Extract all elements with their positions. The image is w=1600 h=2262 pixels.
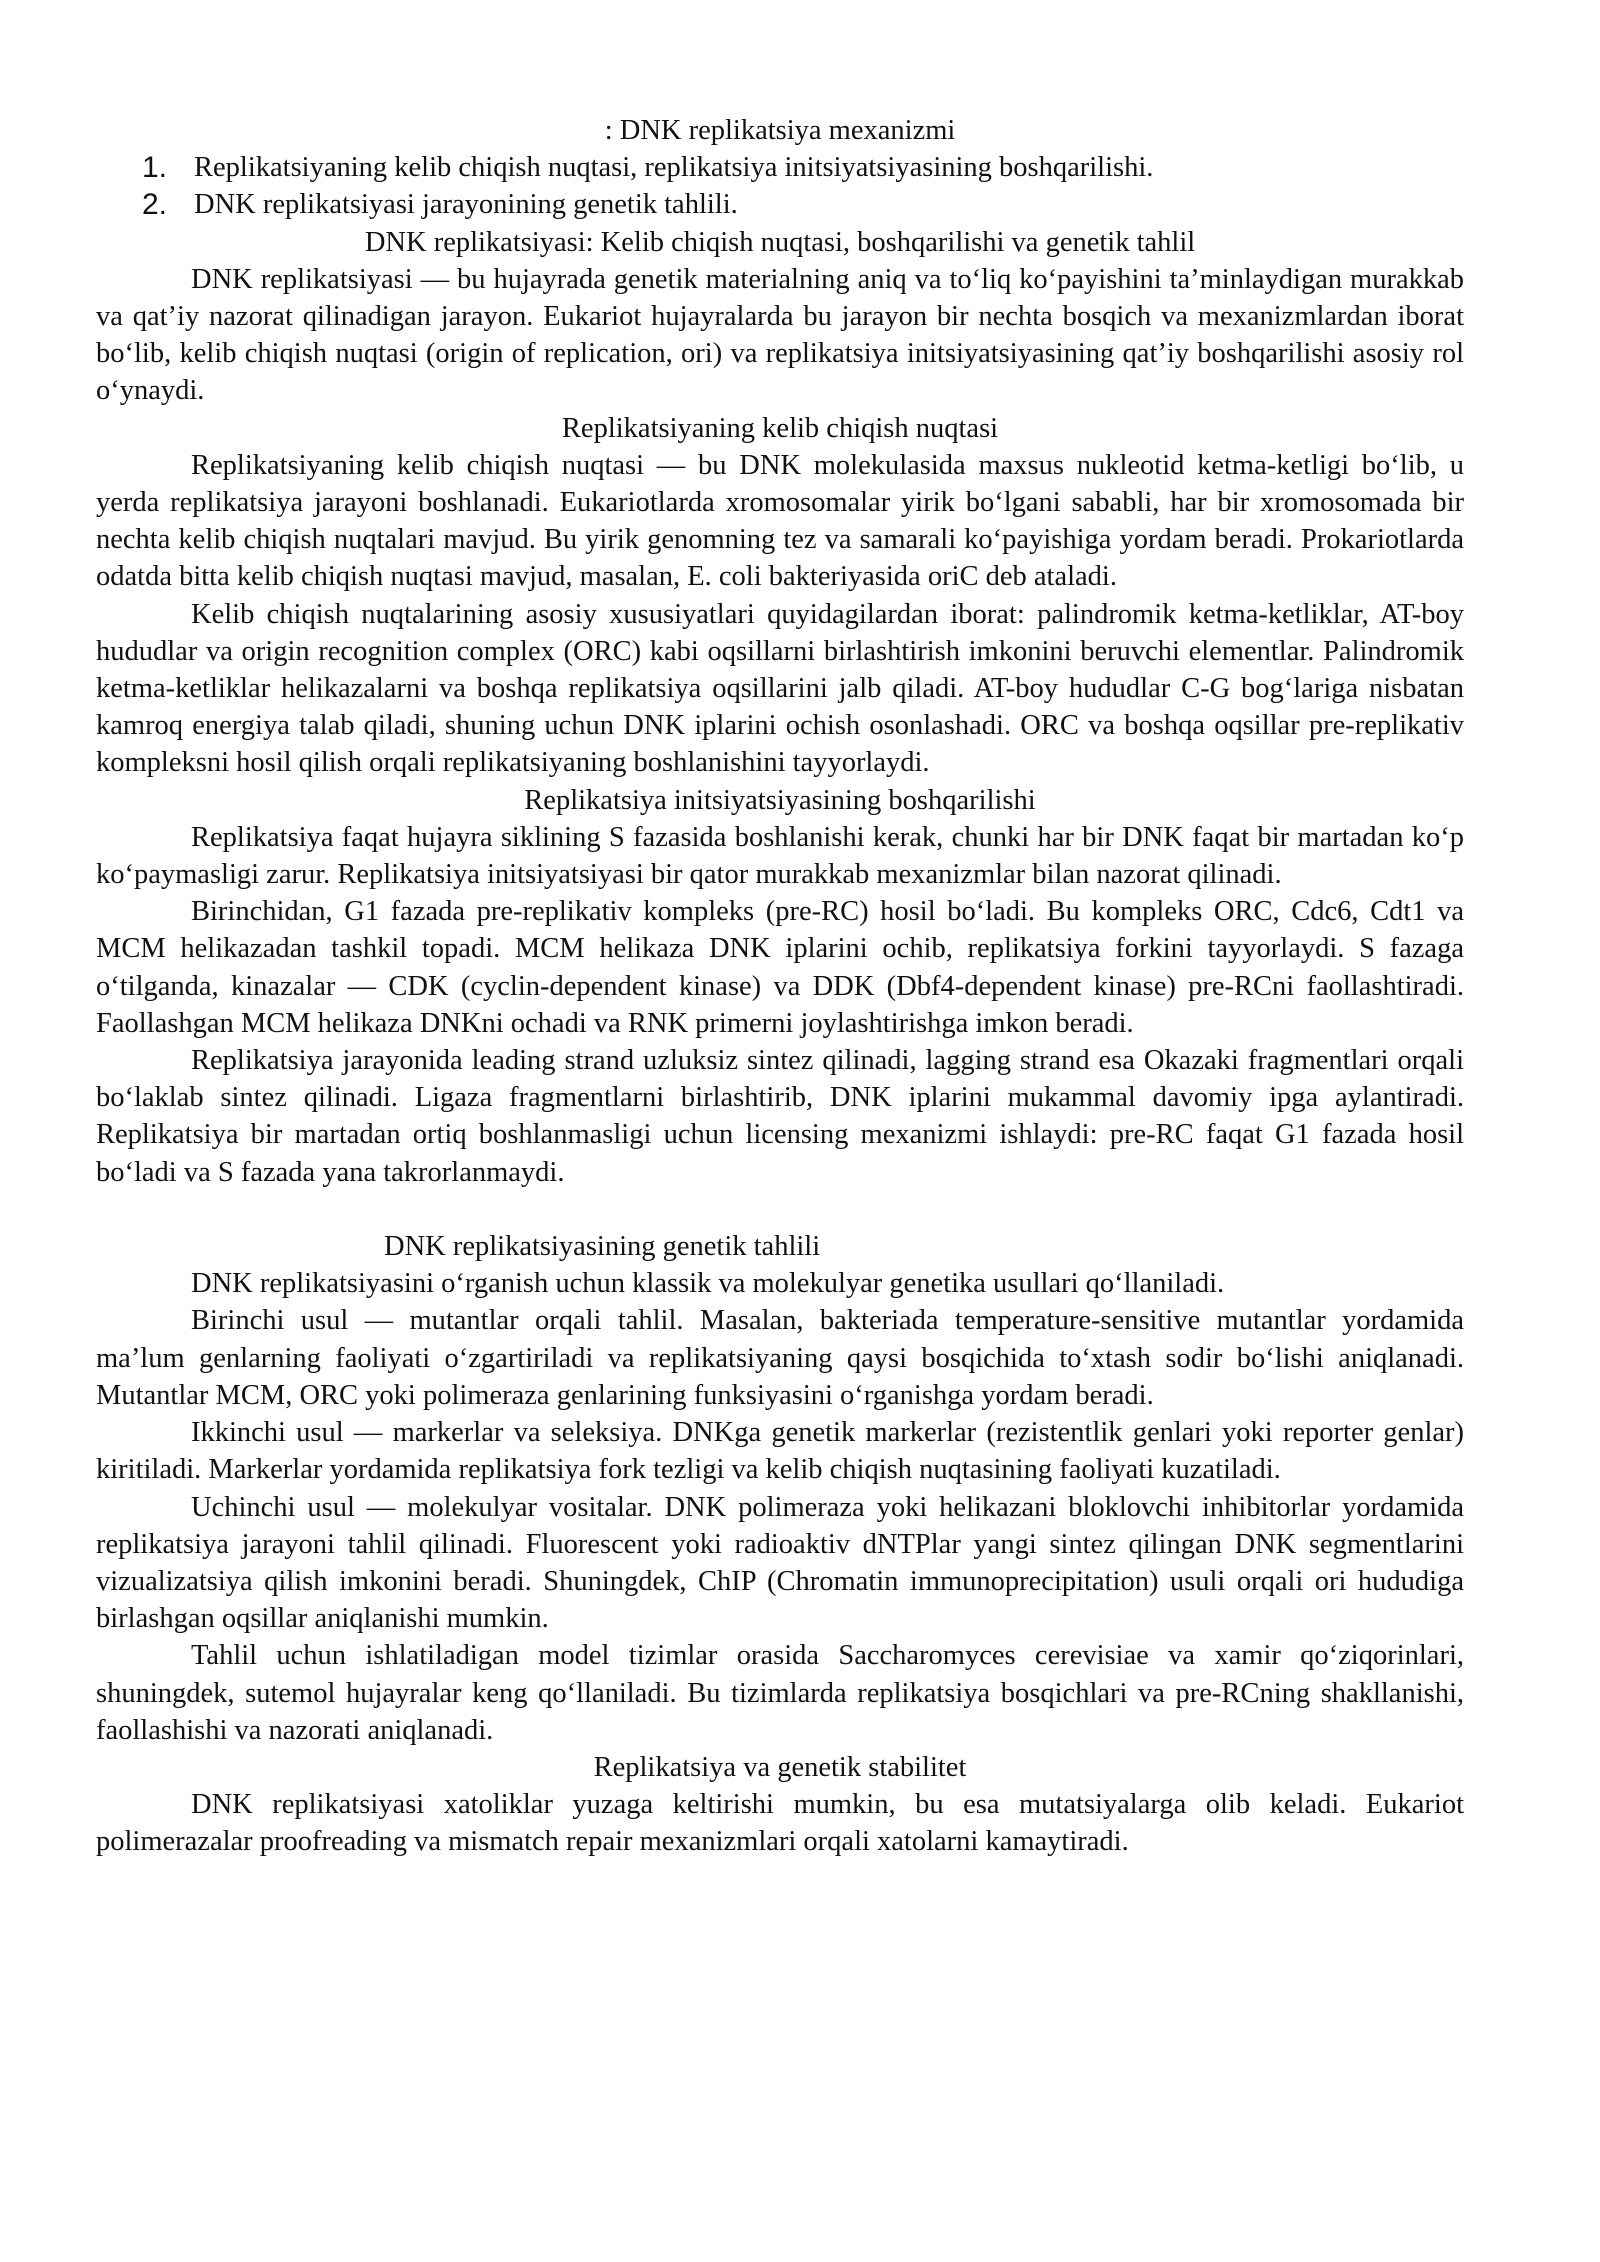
paragraph: Uchinchi usul — molekulyar vositalar. DNK polimeraza yoki helikazani bloklovchi inhibitorlar yordamida replikatsiya jarayoni tahlil qilinadi. Fluorescent yoki radioaktiv dNTPlar yangi sintez qilingan DNK segmentlarini vizualizatsiya qilish imkonini beradi. Shuningdek, ChIP (Chromatin immunoprecipitation) usuli orqali ori hududiga birlashgan oqsillar aniqlanishi mumkin. <box>96 1491 1464 1635</box>
blank-line <box>96 1191 1464 1228</box>
paragraph: Replikatsiya faqat hujayra siklining S fazasida boshlanishi kerak, chunki har bir DNK faqat bir martadan ko‘p ko‘paymasligi zarur. Replikatsiya initsiyatsiyasi bir qator murakkab mexanizmlar bilan nazorat qilinadi. <box>96 821 1464 891</box>
list-item <box>96 186 1464 223</box>
section-heading: Replikatsiya initsiyatsiyasining boshqarilishi <box>524 784 1036 816</box>
plan-list <box>96 149 1464 223</box>
document-page <box>96 112 1464 1861</box>
list-number: 2. <box>142 188 168 222</box>
paragraph: Tahlil uchun ishlatiladigan model tizimlar orasida Saccharomyces cerevisiae va xamir qo‘ziqorinlari, shuningdek, sutemol hujayralar keng qo‘llaniladi. Bu tizimlarda replikatsiya bosqichlari va pre-RCning shakllanishi, faollashishi va nazorati aniqlanadi. <box>96 1640 1464 1746</box>
section-heading: Replikatsiya va genetik stabilitet <box>593 1751 967 1783</box>
main-heading: DNK replikatsiyasi: Kelib chiqish nuqtasi, boshqarilishi va genetik tahlil <box>364 226 1196 258</box>
list-item-text: DNK replikatsiyasi jarayonining genetik tahlili. <box>194 189 738 221</box>
section-heading: Replikatsiyaning kelib chiqish nuqtasi <box>561 412 999 444</box>
paragraph: DNK replikatsiyasi xatoliklar yuzaga keltirishi mumkin, bu esa mutatsiyalarga olib keladi. Eukariot polimerazalar proofreading va mismatch repair mexanizmlari orqali xatolarni kamaytiradi. <box>96 1789 1464 1858</box>
paragraph: Birinchidan, G1 fazada pre-replikativ kompleks (pre-RC) hosil bo‘ladi. Bu kompleks ORC, Cdc6, Cdt1 va MCM helikazadan tashkil topadi. MCM helikaza DNK iplarini ochib, replikatsiya forkini tayyorlaydi. S fazaga o‘tilganda, kinazalar — CDK (cyclin-dependent kinase) va DDK (Dbf4-dependent kinase) pre-RCni faollashtiradi. Faollashgan MCM helikaza DNKni ochadi va RNK primerni joylashtirishga imkon beradi. <box>96 896 1464 1039</box>
paragraph: Replikatsiyaning kelib chiqish nuqtasi — bu DNK molekulasida maxsus nukleotid ketma-ketligi bo‘lib, u yerda replikatsiya jarayoni boshlanadi. Eukariotlarda xromosomalar yirik bo‘lgani sababli, har bir xromosomada bir nechta kelib chiqish nuqtalari mavjud. Bu yirik genomning tez va samarali ko‘payishiga yordam beradi. Prokariotlarda odatda bitta kelib chiqish nuqtasi mavjud, masalan, E. coli bakteriyasida oriC deb ataladi. <box>96 449 1464 593</box>
list-item-text: Replikatsiyaning kelib chiqish nuqtasi, replikatsiya initsiyatsiyasining boshqarilishi. <box>194 152 1154 184</box>
paragraph: Replikatsiya jarayonida leading strand uzluksiz sintez qilinadi, lagging strand esa Okazaki fragmentlari orqali bo‘laklab sintez qilinadi. Ligaza fragmentlarni birlashtirib, DNK iplarini mukammal davomiy ipga aylantiradi. Replikatsiya bir martadan ortiq boshlanmasligi uchun licensing mexanizmi ishlaydi: pre-RC faqat G1 fazada hosil bo‘ladi va S fazada yana takrorlanmaydi. <box>96 1045 1464 1188</box>
paragraph: Birinchi usul — mutantlar orqali tahlil. Masalan, bakteriada temperature-sensitive mutantlar yordamida ma’lum genlarning faoliyati o‘zgartiriladi va replikatsiyaning qaysi bosqichida to‘xtash sodir bo‘lishi aniqlanadi. Mutantlar MCM, ORC yoki polimeraza genlarining funksiyasini o‘rganishga yordam beradi. <box>96 1305 1464 1411</box>
document-title: : DNK replikatsiya mexanizmi <box>604 115 956 146</box>
intro-paragraph: DNK replikatsiyasi — bu hujayrada genetik materialning aniq va to‘liq ko‘payishini ta’minlaydigan murakkab va qat’iy nazorat qilinadigan jarayon. Eukariot hujayralarda bu jarayon bir nechta bosqich va mexanizmlardan iborat bo‘lib, kelib chiqish nuqtasi (origin of replication, ori) va replikatsiya initsiyatsiyasining qat’iy boshqarilishi asosiy rol o‘ynaydi. <box>96 263 1464 407</box>
list-number: 1. <box>142 151 168 185</box>
paragraph: DNK replikatsiyasini o‘rganish uchun klassik va molekulyar genetika usullari qo‘llaniladi. <box>191 1268 1225 1300</box>
paragraph: Ikkinchi usul — markerlar va seleksiya. DNKga genetik markerlar (rezistentlik genlari yoki reporter genlar) kiritiladi. Markerlar yordamida replikatsiya fork tezligi va kelib chiqish nuqtasining faoliyati kuzatiladi. <box>96 1417 1464 1486</box>
list-item <box>96 149 1464 186</box>
paragraph: Kelib chiqish nuqtalarining asosiy xususiyatlari quyidagilardan iborat: palindromik ketma-ketliklar, AT-boy hududlar va origin recognition complex (ORC) kabi oqsillarni birlashtirish imkonini beruvchi elementlar. Palindromik ketma-ketliklar helikazalarni va boshqa replikatsiya oqsillarini jalb qiladi. AT-boy hududlar C-G bog‘lariga nisbatan kamroq energiya talab qiladi, shuning uchun DNK iplarini ochish osonlashadi. ORC va boshqa oqsillar pre-replikativ kompleksni hosil qilish orqali replikatsiyaning boshlanishini tayyorlaydi. <box>96 598 1464 779</box>
section-heading: DNK replikatsiyasining genetik tahlili <box>384 1231 821 1263</box>
